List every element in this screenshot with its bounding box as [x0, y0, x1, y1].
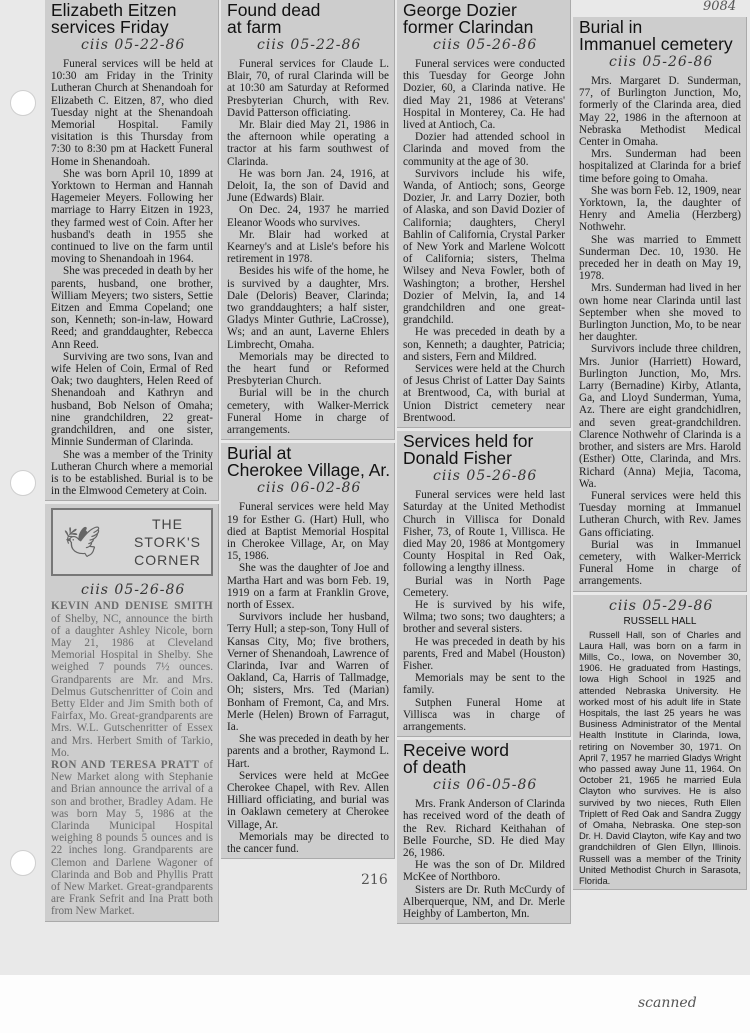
- headline: [227, 2, 389, 53]
- storks-corner-title: [134, 515, 201, 569]
- headline-line: Elizabeth Eitzen: [51, 0, 177, 20]
- headline-line: Donald Fisher: [403, 448, 512, 469]
- column-3: [397, 0, 571, 924]
- paragraph: She was born Feb. 12, 1909, near Yorktown, Ia, the daughter of Henry and Amelia (Herzberg) Nothwehr.: [579, 184, 741, 234]
- binder-hole: [10, 470, 36, 496]
- clipping-sunderman: [573, 17, 747, 592]
- handwritten-date: ciis 06-05-86: [433, 777, 538, 794]
- clipping-eitzen: [45, 0, 219, 501]
- paragraph: Mrs. Margaret D. Sunderman, 77, of Burlington Junction, Mo, formerly of the Clarinda area, died May 22, 1986 in the afternoon at Nebraska Methodist Medical Center in Omaha.: [579, 75, 741, 149]
- column-1: [45, 0, 219, 922]
- paragraph: She was preceded in death by her parents and a brother, Raymond L. Hart.: [227, 733, 389, 770]
- clipping-dozier: [397, 0, 571, 428]
- binder-hole: [10, 850, 36, 876]
- headline-line: Burial in: [579, 17, 643, 37]
- headline-line: Found dead: [227, 0, 321, 20]
- paragraph: Mrs. Sunderman had lived in her own home near Clarinda until last September when she moved to Burlington Junction, Mo, to be near her daughter.: [579, 282, 741, 344]
- headline: [579, 19, 741, 70]
- paragraph: Funeral services will be held at 10:30 am Friday in the Trinity Lutheran Church at Shenandoah for Elizabeth C. Eitzen, 87, who died Tuesday night at the Shenandoah Memorial Hospital. Family visitation is this Thursday from 7:30 to 8:30 pm at Hackett Funeral Home in Shenandoah.: [51, 58, 213, 168]
- scanned-note: scanned: [638, 995, 697, 1011]
- binder-hole: [10, 90, 36, 116]
- paragraph: He was preceded in death by a son, Kenneth; a daughter, Patricia; and sisters, Fern and Mildred.: [403, 326, 565, 363]
- paragraph: Burial will be in the church cemetery, with Walker-Merrick Funeral Home in charge of arrangements.: [227, 387, 389, 437]
- headline-line: Burial at: [227, 443, 292, 464]
- handwritten-date: ciis 06-02-86: [257, 480, 362, 497]
- handwritten-date: ciis 05-22-86: [257, 37, 362, 53]
- handwritten-date: ciis 05-26-86: [433, 468, 538, 485]
- paragraph: She was the daughter of Joe and Martha Hart and was born Feb. 19, 1919 on a farm at Franklin Grove, north of Essex.: [227, 562, 389, 611]
- column-4: [573, 0, 747, 890]
- announcement-names: RON AND TERESA PRATT: [51, 758, 204, 771]
- clipping-keithahan: [397, 740, 571, 924]
- title-line: THE: [152, 516, 183, 533]
- headline-line: former Clarindan: [403, 17, 534, 37]
- catalog-number: 9084: [703, 0, 737, 14]
- paragraph: Burial was in North Page Cemetery.: [403, 574, 565, 599]
- handwritten-date: ciis 05-26-86: [609, 54, 714, 70]
- paragraph: On Dec. 24, 1937 he married Eleanor Woods who survives.: [227, 204, 389, 229]
- paragraph: [51, 600, 213, 759]
- announcement-text: of New Market along with Stephanie and Brian announce the arrival of a son and brother, Bradley Adam. He was born May 5, 1986 at the Clarinda Municipal Hospital weighing 8 pounds 5 ounces and is 22 inches long. Grandparents are Clemon and Darlene Wagoner of Clarinda and Bob and Phyllis Pratt of New Market. Great-grandparents are Frank Sefrit and Ina Pratt both from New Market.: [51, 758, 213, 918]
- paragraph: She was preceded in death by her parents, husband, one brother, William Meyers; two sisters, Settie Eitzen and Emma Copeland; one son, Kenneth; son-in-law, Howard Reed; and granddaughter, Rebecca Ann Reed.: [51, 265, 213, 351]
- headline-line: Services held for: [403, 431, 534, 452]
- paragraph: Memorials may be directed to the heart fund or Reformed Presbyterian Church.: [227, 350, 389, 388]
- paragraph: He was born Jan. 24, 1916, at Deloit, Ia, the son of David and June (Edwards) Blair.: [227, 167, 389, 205]
- paragraph: Funeral services were held last Saturday at the United Methodist Church in Villisca for Donald Fisher, 73, of Route 1, Villisca. He died May 20, 1986 at Montgomery County Hospital in Red Oak, following a lengthy illness.: [403, 489, 565, 575]
- paragraph: Services were held at McGee Cherokee Chapel, with Rev. Allen Hilliard officiating, and burial was in Oaklawn cemetery at Cherokee Village, Ar.: [227, 769, 389, 831]
- headline: [403, 742, 565, 793]
- title-line: STORK'S: [134, 534, 201, 551]
- clipping-hull: [221, 443, 395, 859]
- paragraph: Memorials may be sent to the family.: [403, 672, 565, 697]
- paragraph: Funeral services for Claude L. Blair, 70, of rural Clarinda will be at 10:30 am Saturday at Reformed Presbyterian Church, with Rev. David Patterson officiating.: [227, 58, 389, 119]
- paragraph: She was born April 10, 1899 at Yorktown to Herman and Hannah Hagemeier Meyers. Following her marriage to Harry Eitzen in 1923, they farmed west of Coin. After her husband's death in 1955 she continued to live on the farm until moving to Shenandoah in 1964.: [51, 167, 213, 266]
- paragraph: Survivors include his wife, Wanda, of Antioch; sons, George Dozier, Jr. and Larry Dozier, both of Alaska, and son David Dozier of California; daughters, Cheryl Bahlin of California, Crystal Parker of New York and Marlene Wolcott of California; sisters, Thelma Wilsey and Neva Fowler, both of Washington; a brother, Hershel Dozier of Melvin, Ia, and 14 grandchildren and one great-grandchild.: [403, 167, 565, 327]
- paragraph: Funeral services were conducted this Tuesday for George John Dozier, 60, a Clarinda native. He died May 21, 1986 at Veterans' Hospital in Monterey, Ca. He had lived at Antioch, Ca.: [403, 58, 565, 132]
- headline-line: of death: [403, 757, 467, 778]
- paragraph: Sisters are Dr. Ruth McCurdy of Alberquerque, NM, and Dr. Merle Heighby of Lamberton, Mn.: [403, 883, 565, 920]
- paragraph: Mr. Blair had worked at Kearney's and at Lisle's before his retirement in 1978.: [227, 228, 389, 266]
- paragraph: Sutphen Funeral Home at Villisca was in charge of arrangements.: [403, 696, 565, 733]
- clipping-fisher: [397, 431, 571, 737]
- paragraph: Survivors include three children, Mrs. Junior (Harriett) Howard, Burlington Junction, Mo, Mrs. Larry (Bernadine) Kirby, Atlanta, Ga, and Lloyd Sunderman, Yuma, Az. There are eight grandchidlren, and seven great-grandchildren. Clarence Nothwehr of Clarinda is a brother, and sisters are Mrs. Harold (Esther) Otte, Clarinda, and Mrs. Richard (Anna) Mejia, Tacoma, Wa.: [579, 343, 741, 490]
- paragraph: [51, 759, 213, 918]
- storks-corner-logo: [51, 508, 213, 576]
- paragraph: Surviving are two sons, Ivan and wife Helen of Coin, Ermal of Red Oak; two daughters, Helen Reed of Shenandoah and Kathryn and husband, Bob Nelson of Omaha; nine grandchildren, 22 great-grandchildren, and one sister, Minnie Sunderman of Clarinda.: [51, 350, 213, 449]
- column-2: [221, 0, 395, 888]
- paragraph: Funeral services were held this Tuesday morning at Immanuel Lutheran Church, with Rev. James Gans officiating.: [579, 489, 741, 539]
- clipping-storks-corner: [45, 504, 219, 921]
- paragraph: Mrs. Frank Anderson of Clarinda has received word of the death of the Rev. Richard Keithahan of Belle Fourche, SD. He died May 26, 1986.: [403, 798, 565, 859]
- paragraph: He was the son of Dr. Mildred McKee of Northboro.: [403, 859, 565, 884]
- handwritten-date: ciis 05-22-86: [81, 37, 186, 53]
- clipping-columns: [45, 0, 747, 924]
- paragraph: Survivors include her husband, Terry Hull; a step-son, Tony Hull of Kansas City, Mo; five brothers, Verner of Shenandoah, Lawrence of Clarinda, Ivar and Warren of Oakland, Ca, Harris of Tallmadge, Oh; sisters, Mrs. Ted (Marian) Bonham of Fremont, Ca, and Mrs. Merle (Helen) Brown of Farragut, Ia.: [227, 611, 389, 733]
- headline: [403, 2, 565, 53]
- headline-line: Immanuel cemetery: [579, 34, 733, 54]
- paragraph: Burial was in Immanuel cemetery, with Walker-Merrick Funeral Home in charge of arrangements.: [579, 538, 741, 588]
- paragraph: Mr. Blair died May 21, 1986 in the afternoon while operating a tractor at his farm southwest of Clarinda.: [227, 119, 389, 168]
- handwritten-date: ciis 05-26-86: [81, 582, 186, 599]
- paragraph: Mrs. Sunderman had been hospitalized at Clarinda for a brief time before going to Omaha.: [579, 148, 741, 185]
- announcement-names: KEVIN AND DENISE SMITH: [51, 600, 213, 613]
- paragraph: Services were held at the Church of Jesus Christ of Latter Day Saints at Brentwood, Ca, with burial at Union District cemetery near Brentwood.: [403, 363, 565, 424]
- paragraph: She was a member of the Trinity Lutheran Church where a memorial is to be established. Burial is to be in the Elmwood Cemetery at Coin.: [51, 448, 213, 498]
- headline-line: Receive word: [403, 740, 510, 761]
- paragraph: Memorials may be directed to the cancer fund.: [227, 830, 389, 855]
- paragraph: He is survived by his wife, Wilma; two sons; two daughters; a brother and several sisters.: [403, 598, 565, 636]
- headline-line: at farm: [227, 17, 282, 37]
- paragraph: Russell Hall, son of Charles and Laura Hall, was born on a farm in Mills, Co., Iowa, on November 30, 1906. He graduated from Hastings, Iowa High School in 1925 and attended Nebraska University. He worked most of his adult life in State Hospitals, the last 25 years he was Business Administrator of the Mental Health Institute in Clarinda, Iowa, retiring on November 30, 1971. On April 7, 1957 he married Gladys Wright who passed away June 11, 1964. On October 21, 1965 he married Eula Clayton who survives. He is also survived by two nieces, Ruth Ellen Triplett of Red Oak and Sandra Zuggy of Omaha, Nebraska. One step-son Dr. H. David Clayton, wife Kay and two grandchildren of Glen Ellyn, Illinois. Russell was a member of the Trinity United Methodist Church in Sarasota, Florida.: [579, 628, 741, 886]
- paragraph: Dozier had attended school in Clarinda and moved from the community at the age of 30.: [403, 131, 565, 168]
- headline-line: Cherokee Village, Ar.: [227, 460, 391, 481]
- page-number: 216: [361, 872, 388, 889]
- headline: [579, 598, 741, 627]
- headline-line: services Friday: [51, 17, 169, 37]
- headline: [227, 445, 389, 496]
- announcement-text: of Shelby, NC, announce the birth of a daughter Ashley Nicole, born May 21, 1986 at Cleveland Memorial Hospital in Shelby. She weighed 7 pounds 7½ ounces. Grandparents are Mr. and Mrs. Delmus Gutschenritter of Coin and Betty Elder and Jim Smith both of Fairfax, Mo. Great-grandparents are Mrs. W.L. Gutschenritter of Essex and Mrs. Herbert Smith of Tarkio, Mo.: [51, 612, 213, 759]
- clipping-blair: [221, 0, 395, 440]
- handwritten-date: ciis 05-26-86: [433, 37, 538, 53]
- stork-icon: 🕊: [63, 525, 102, 559]
- handwritten-date: ciis 05-29-86: [609, 597, 714, 614]
- title-line: CORNER: [134, 552, 201, 569]
- headline-line: George Dozier: [403, 0, 517, 20]
- paragraph: Besides his wife of the home, he is survived by a daughter, Mrs. Dale (Deloris) Beaver, Clarinda; two granddaughters; a half sister, Gladys Minter Guthrie, LaCrosse), Ws; and an aunt, Laverne Ehlers Limbrecht, Omaha.: [227, 265, 389, 351]
- paragraph: He was preceded in death by his parents, Fred and Mabel (Houston) Fisher.: [403, 635, 565, 672]
- paragraph: Funeral services were held May 19 for Esther G. (Hart) Hull, who died at Baptist Memorial Hospital in Cherokee Village, Ar, on May 15, 1986.: [227, 501, 389, 563]
- headline: [51, 2, 213, 53]
- headline: [403, 433, 565, 484]
- paragraph: She was married to Emmett Sunderman Dec. 10, 1930. He preceded her in death on May 19, 1978.: [579, 233, 741, 283]
- headline-line: RUSSELL HALL: [623, 615, 697, 627]
- clipping-russell-hall: [573, 595, 747, 891]
